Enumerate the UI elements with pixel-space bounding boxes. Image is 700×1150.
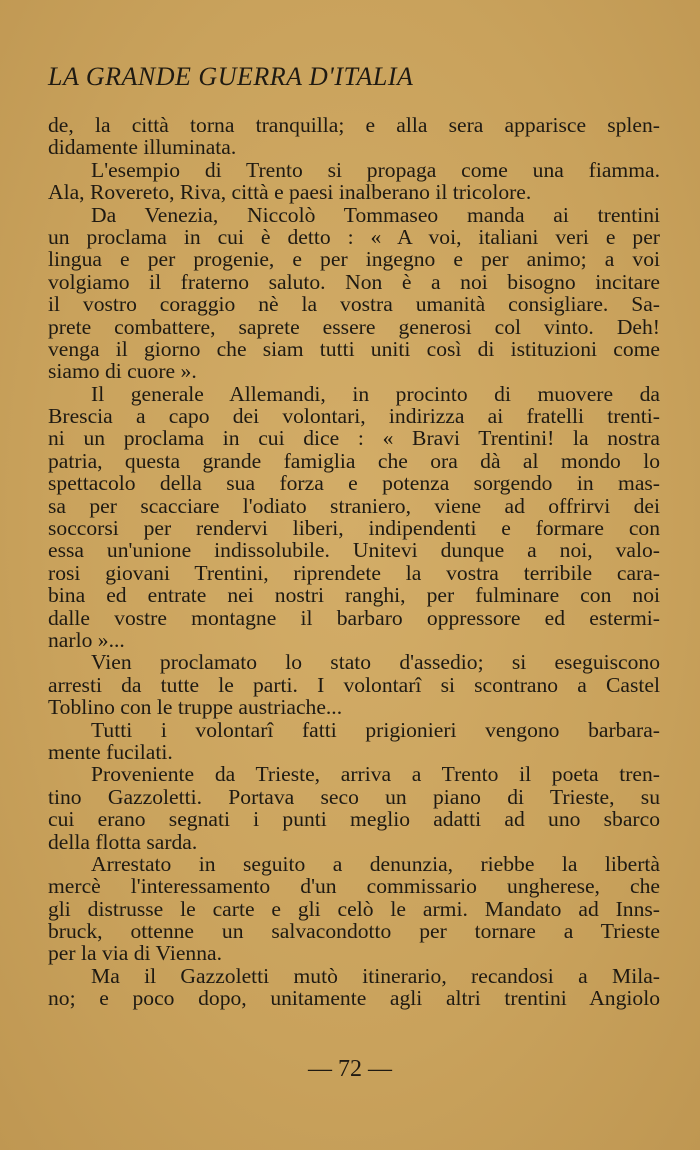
text-line: mente fucilati. [48,739,173,764]
text-line: Toblino con le truppe austriache... [48,695,343,720]
text-line: L'esempio di Trento si propaga come una fiamma. [91,157,660,182]
text-line: Il generale Allemandi, in procinto di muovere da [91,381,660,406]
text-line: prete combattere, saprete essere generosi col vinto. Deh! [48,314,660,339]
text-line: didamente illuminata. [48,135,237,160]
text-line: essa un'unione indissolubile. Unitevi dunque a noi, valo- [48,538,660,563]
text-line: rosi giovani Trentini, riprendete la vostra terribile cara- [48,560,660,585]
paragraph [48,651,660,718]
paragraph [48,965,660,1010]
text-line: Ala, Rovereto, Riva, città e paesi inalberano il tricolore. [48,180,532,205]
text-line: sa per scacciare l'odiato straniero, viene ad offrirvi dei [48,493,660,518]
text-line: bina ed entrate nei nostri ranghi, per fulminare con noi [48,583,660,608]
text-line: arresti da tutte le parti. I volontarî si scontrano a Castel [48,672,660,697]
text-line: Vien proclamato lo stato d'assedio; si eseguiscono [91,650,660,675]
text-line: della flotta sarda. [48,829,198,854]
text-line: mercè l'interessamento d'un commissario ungherese, che [48,874,660,899]
paragraph [48,114,660,159]
paragraph [48,204,660,383]
paragraph [48,763,660,853]
text-line: Tutti i volontarî fatti prigionieri vengono barbara- [91,717,660,742]
paragraph [48,159,660,204]
text-line: dalle vostre montagne il barbaro oppressore ed estermi- [48,605,660,630]
page-number: — 72 — [308,1056,392,1082]
text-line: tino Gazzoletti. Portava seco un piano di Trieste, su [48,784,660,809]
text-line: Proveniente da Trieste, arriva a Trento il poeta tren- [91,762,660,787]
text-line: per la via di Vienna. [48,941,222,966]
running-header: LA GRANDE GUERRA D'ITALIA [48,62,414,91]
text-line: ni un proclama in cui dice : « Bravi Trentini! la nostra [48,426,660,451]
paragraph [48,719,660,764]
text-line: venga il giorno che siam tutti uniti così di istituzioni come [48,336,660,361]
text-line: gli distrusse le carte e gli celò le armi. Mandato ad Inns- [48,896,660,921]
paragraph [48,853,660,965]
text-line: cui erano segnati i punti meglio adatti ad uno sbarco [48,807,660,832]
text-line: Arrestato in seguito a denunzia, riebbe la libertà [91,851,660,876]
text-line: Brescia a capo dei volontari, indirizza ai fratelli trenti- [48,404,660,429]
text-line: lingua e per progenie, e per ingegno e per animo; a voi [48,247,660,272]
text-line: un proclama in cui è detto : « A voi, italiani veri e per [48,224,660,249]
text-line: soccorsi per rendervi liberi, indipendenti e formare con [48,516,660,541]
text-line: patria, questa grande famiglia che ora dà al mondo lo [48,448,660,473]
text-line: volgiamo il fraterno saluto. Non è a noi bisogno incitare [48,269,660,294]
paragraph [48,383,660,652]
text-line: narlo »... [48,627,125,652]
body-text [48,114,660,1010]
text-line: de, la città torna tranquilla; e alla sera apparisce splen- [48,113,660,137]
text-line: il vostro coraggio nè la vostra umanità consigliare. Sa- [48,292,660,317]
text-line: siamo di cuore ». [48,359,197,384]
text-line: no; e poco dopo, unitamente agli altri trentini Angiolo [48,986,660,1011]
text-line: Da Venezia, Niccolò Tommaseo manda ai trentini [91,202,660,227]
text-line: Ma il Gazzoletti mutò itinerario, recandosi a Mila- [91,963,660,988]
text-line: bruck, ottenne un salvacondotto per tornare a Trieste [48,919,660,944]
text-line: spettacolo della sua forza e potenza sorgendo in mas- [48,471,660,496]
